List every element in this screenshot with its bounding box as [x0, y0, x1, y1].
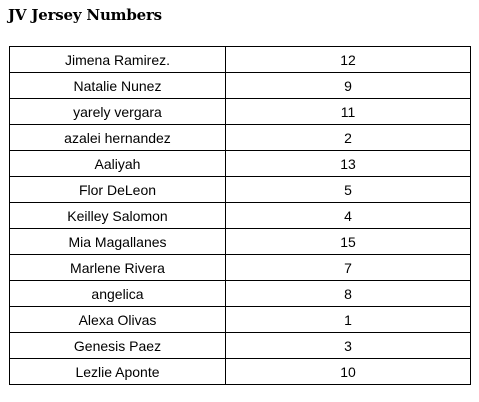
table-row — [10, 47, 471, 73]
jersey-number-cell: 3 — [226, 333, 471, 359]
player-name-cell: Flor DeLeon — [10, 177, 226, 203]
player-name-cell: Marlene Rivera — [10, 255, 226, 281]
jersey-number-cell: 11 — [226, 99, 471, 125]
page-title: JV Jersey Numbers — [8, 6, 162, 24]
player-name-cell: angelica — [10, 281, 226, 307]
player-name-cell: Jimena Ramirez. — [10, 47, 226, 73]
jersey-number-cell: 2 — [226, 125, 471, 151]
table-row — [10, 255, 471, 281]
player-name-cell: Genesis Paez — [10, 333, 226, 359]
player-name-cell: Aaliyah — [10, 151, 226, 177]
jersey-number-cell: 10 — [226, 359, 471, 385]
jersey-number-cell: 9 — [226, 73, 471, 99]
table-row — [10, 177, 471, 203]
jersey-number-cell: 4 — [226, 203, 471, 229]
table-row — [10, 359, 471, 385]
jersey-number-cell: 15 — [226, 229, 471, 255]
table-row — [10, 229, 471, 255]
player-name-cell: Mia Magallanes — [10, 229, 226, 255]
table-row — [10, 73, 471, 99]
jersey-number-cell: 8 — [226, 281, 471, 307]
jersey-number-cell: 1 — [226, 307, 471, 333]
jersey-number-cell: 13 — [226, 151, 471, 177]
table-row — [10, 151, 471, 177]
player-name-cell: azalei hernandez — [10, 125, 226, 151]
jersey-table — [9, 46, 471, 385]
player-name-cell: Alexa Olivas — [10, 307, 226, 333]
jersey-number-cell: 7 — [226, 255, 471, 281]
table-row — [10, 125, 471, 151]
player-name-cell: Keilley Salomon — [10, 203, 226, 229]
table-row — [10, 203, 471, 229]
table-row — [10, 333, 471, 359]
player-name-cell: Natalie Nunez — [10, 73, 226, 99]
player-name-cell: yarely vergara — [10, 99, 226, 125]
table-row — [10, 307, 471, 333]
player-name-cell: Lezlie Aponte — [10, 359, 226, 385]
table-row — [10, 281, 471, 307]
table-row — [10, 99, 471, 125]
jersey-number-cell: 5 — [226, 177, 471, 203]
jersey-number-cell: 12 — [226, 47, 471, 73]
